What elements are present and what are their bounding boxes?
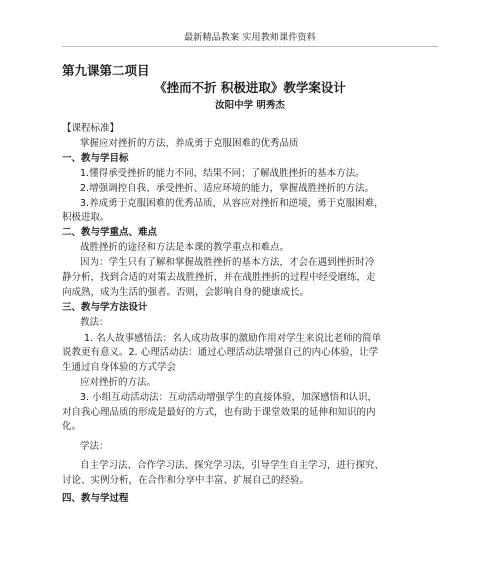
paragraph-line: 3.养成勇于克服困难的优秀品质，从容应对挫折和逆境，勇于克服困难， xyxy=(80,198,384,209)
paragraph-line: 2.增强调控自我、承受挫折、适应环境的能力，掌握战胜挫折的方法。 xyxy=(80,183,375,194)
paragraph-line: 讨论、实例分析，在合作和分享中丰富、扩展自己的经验。 xyxy=(62,475,310,486)
paragraph-line: 对自我心理品质的形成是最好的方式，也有助于课堂效果的延伸和知识的内 xyxy=(62,407,376,418)
section-heading-objectives: 一、教与学目标 xyxy=(62,153,129,164)
paragraph-line: 1.懂得承受挫折的能力不同，结果不同；了解战胜挫折的基本方法。 xyxy=(80,168,365,179)
paragraph-line: 1. 名人故事感悟法：名人成功故事的激励作用对学生来说比老师的简单 xyxy=(84,333,382,344)
section-label-curriculum: 【课程标准】 xyxy=(62,123,120,134)
paragraph-line: 积极进取。 xyxy=(62,212,110,223)
paragraph-line: 学法： xyxy=(80,441,109,452)
paragraph-line: 化。 xyxy=(62,421,82,432)
paragraph-line: 掌握应对挫折的方法，养成勇于克服困难的优秀品质 xyxy=(80,138,299,149)
paragraph-line: 说教更有意义。2. 心理活动法：通过心理活动法增强自己的内心体验，让学 xyxy=(62,347,379,358)
section-heading-process: 四、教与学过程 xyxy=(62,493,129,504)
lesson-label: 第九课第二项目 xyxy=(62,63,150,78)
paragraph-line: 生通过自身体验的方式学会 xyxy=(62,362,177,373)
section-heading-methods: 三、教与学方法设计 xyxy=(62,302,148,313)
paragraph-line: 战胜挫折的途径和方法是本课的教学重点和难点。 xyxy=(80,242,290,253)
paragraph-line: 静分析，找到合适的对策去战胜挫折，并在战胜挫折的过程中经受磨练，走 xyxy=(62,272,376,283)
paragraph-line: 教法： xyxy=(80,317,109,328)
paragraph-line: 因为：学生只有了解和掌握战胜挫折的基本方法，才会在遇到挫折时冷 xyxy=(80,257,375,268)
paragraph-line: 向成熟，成为生活的强者。否则，会影响自身的健康成长。 xyxy=(62,287,310,298)
paragraph-line: 3. 小组互动活动法：互动活动增强学生的直接体验，加深感悟和认识， xyxy=(80,392,378,403)
page-header: 最新精品教案 实用教师课件资料 xyxy=(184,33,316,43)
section-heading-key-points: 二、教与学重点、难点 xyxy=(62,227,158,238)
author-line: 汝阳中学 明秀杰 xyxy=(215,100,285,111)
paragraph-line: 应对挫折的方法。 xyxy=(80,377,157,388)
paragraph-line: 自主学习法、合作学习法、探究学习法，引导学生自主学习，进行探究、 xyxy=(80,460,385,471)
header-divider xyxy=(62,46,438,47)
document-title: 《挫而不折 积极进取》教学案设计 xyxy=(154,80,346,95)
